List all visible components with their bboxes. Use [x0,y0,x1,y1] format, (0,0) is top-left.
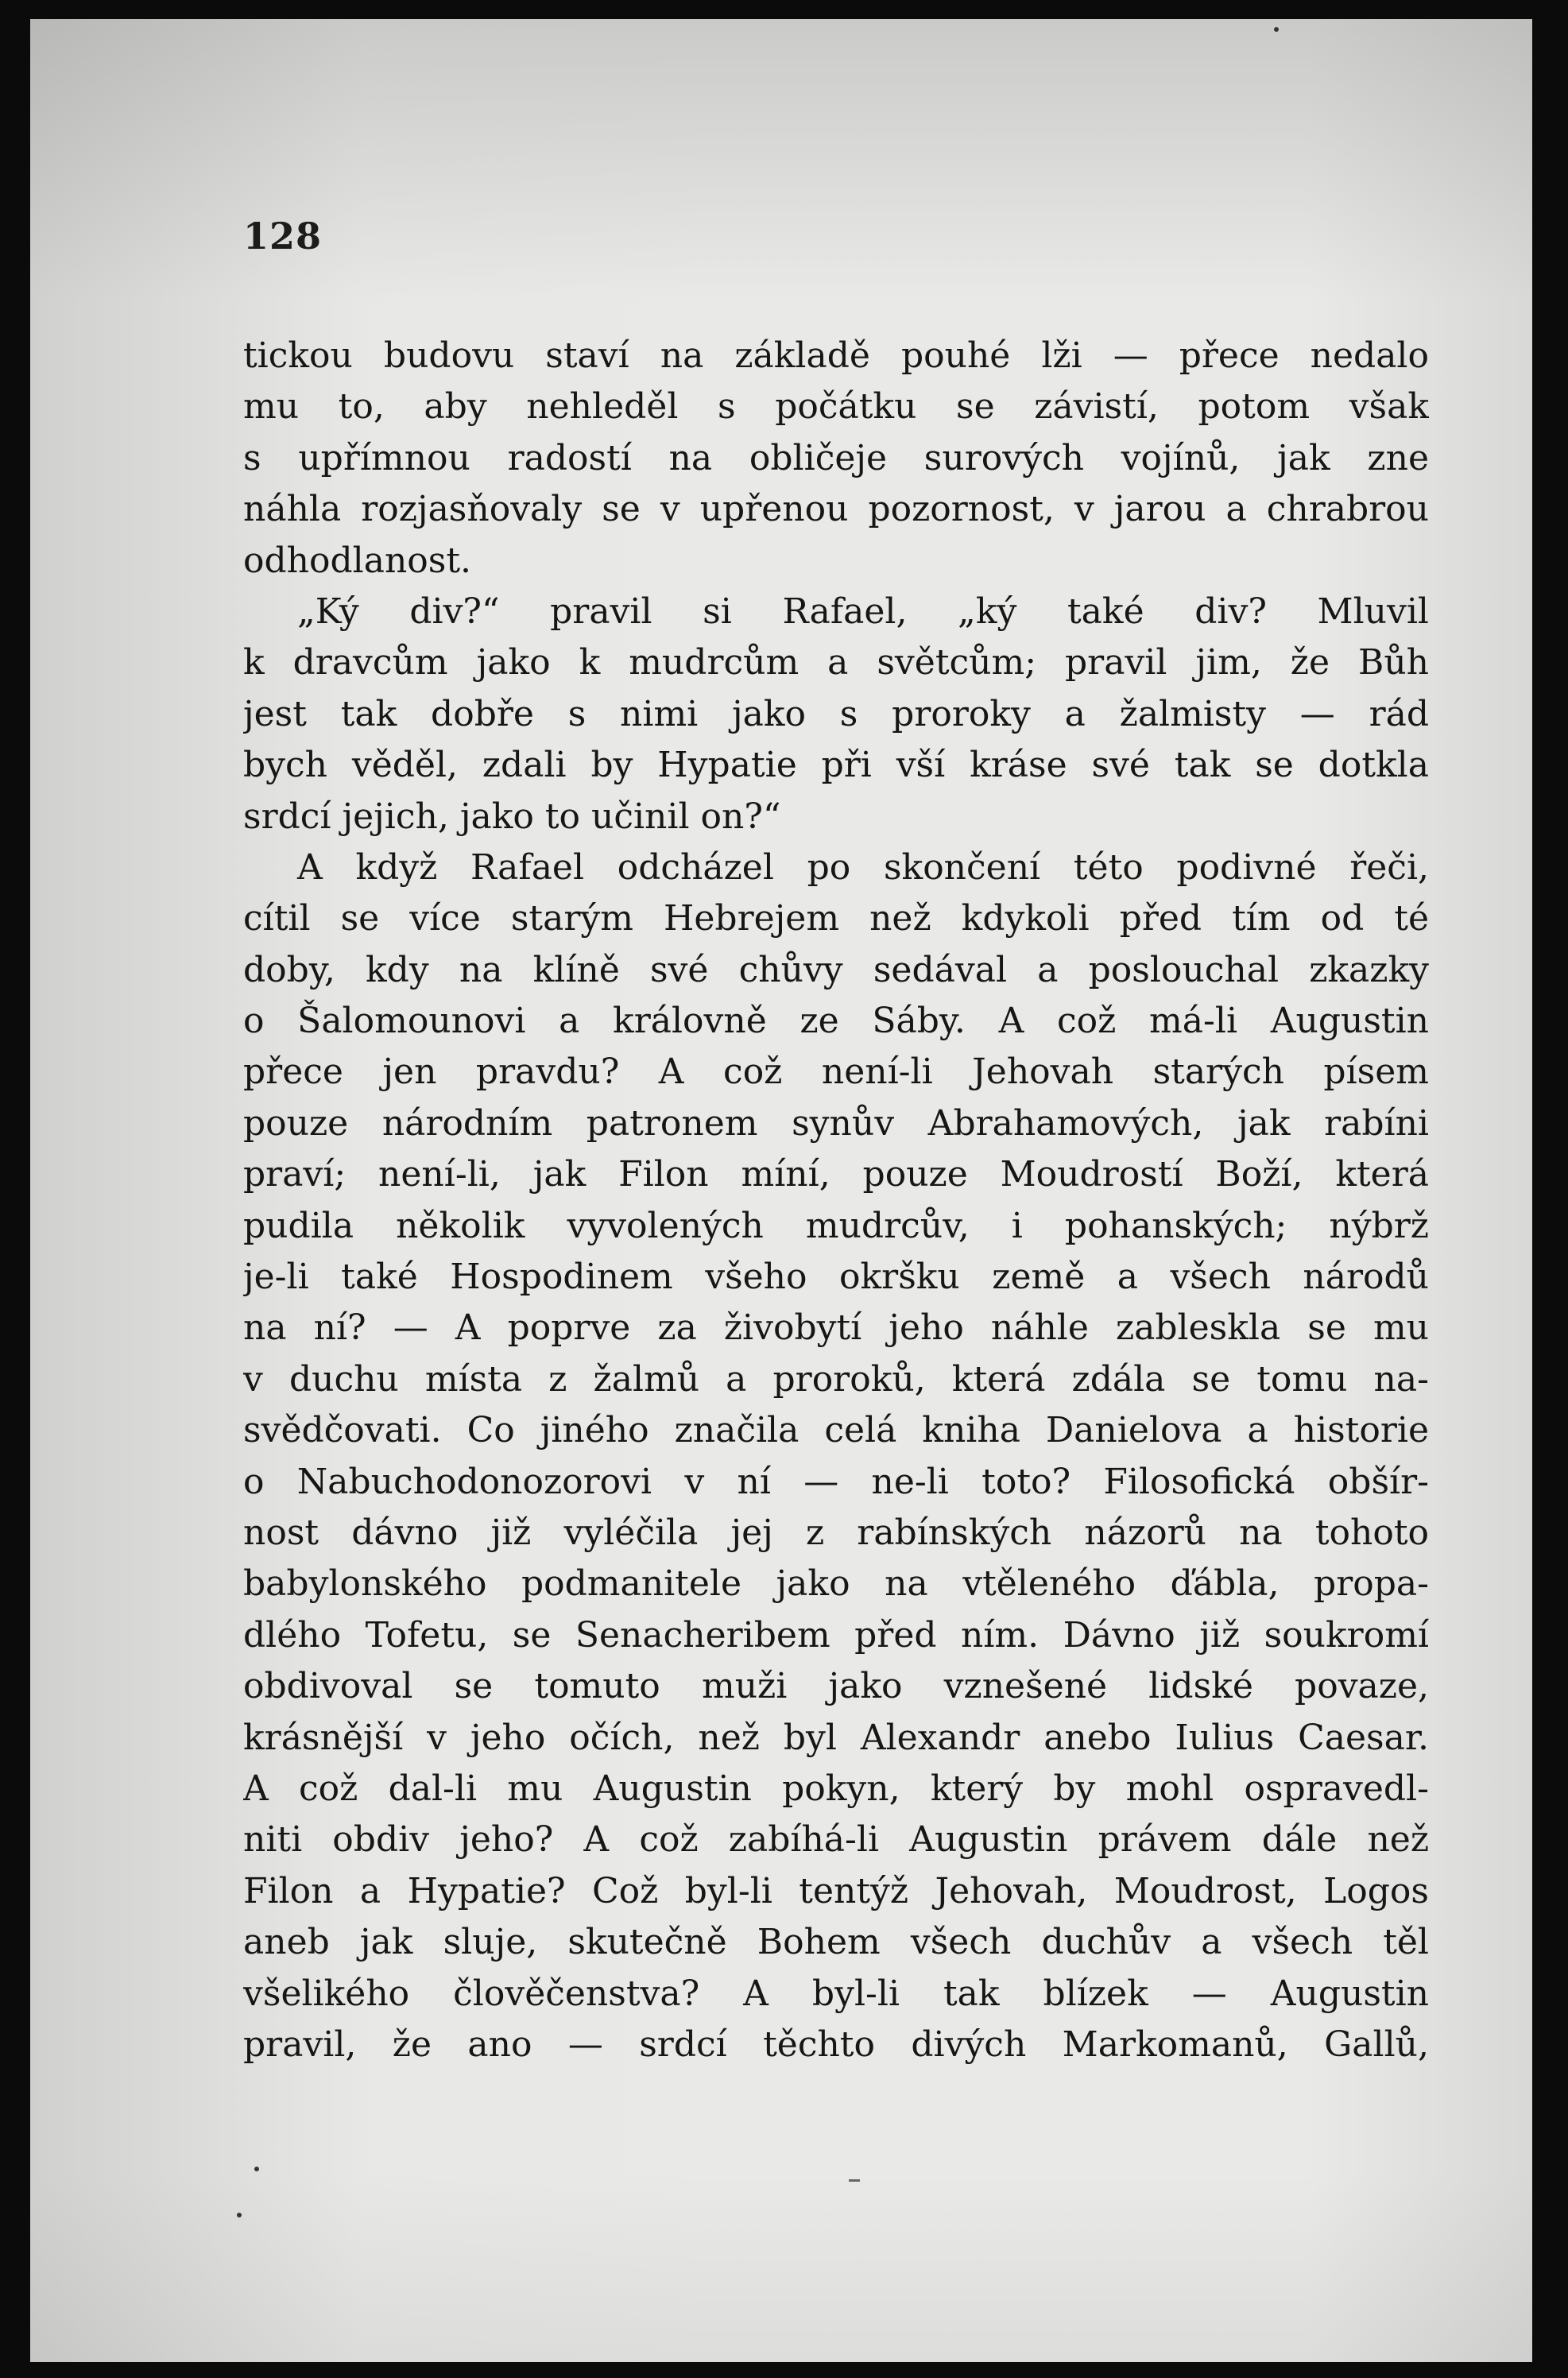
text-line: bych věděl, zdali by Hypatie při vší kráse své tak se dotkla [243,745,1429,786]
paper-speck [237,2213,242,2217]
text-line: A což dal-li mu Augustin pokyn, který by mohl ospravedl- [243,1768,1429,1809]
text-line: jest tak dobře s nimi jako s proroky a žalmisty — rád [243,693,1429,734]
text-line: v duchu místa z žalmů a proroků, která zdála se tomu na- [243,1358,1429,1400]
text-line: o Šalomounovi a královně ze Sáby. A což má-li Augustin [243,1001,1429,1042]
text-line: praví; není-li, jak Filon míní, pouze Moudrostí Boží, která [243,1154,1429,1195]
text-line: krásnější v jeho očích, než byl Alexandr anebo Iulius Caesar. [243,1717,1429,1758]
text-line: k dravcům jako k mudrcům a světcům; pravil jim, že Bůh [243,642,1429,684]
text-line: o Nabuchodonozorovi v ní — ne-li toto? Filosofická obšír- [243,1461,1429,1502]
text-line: tickou budovu staví na základě pouhé lži — přece nedalo [243,335,1429,376]
text-line: Filon a Hypatie? Což byl-li tentýž Jehovah, Moudrost, Logos [243,1870,1429,1911]
text-line: dlého Tofetu, se Senacheribem před ním. Dávno již soukromí [243,1614,1429,1656]
text-line: niti obdiv jeho? A což zabíhá-li Augustin právem dále než [243,1819,1429,1861]
text-line: „Ký div?“ pravil si Rafael, „ký také div? Mluvil [297,591,1429,632]
text-line: pudila několik vyvolených mudrcův, i pohanských; nýbrž [243,1205,1429,1246]
paper-speck [254,2167,259,2171]
text-line: pouze národním patronem synův Abrahamových, jak rabíni [243,1102,1429,1144]
text-line: je-li také Hospodinem všeho okršku země a všech národů [243,1257,1429,1298]
text-line: pravil, že ano — srdcí těchto divých Markomanů, Gallů, [243,2024,1429,2065]
text-line: odhodlanost. [243,540,472,581]
text-line: aneb jak sluje, skutečně Bohem všech duchův a všech těl [243,1922,1429,1963]
text-line: na ní? — A poprve za živobytí jeho náhle zableskla se mu [243,1307,1429,1349]
text-line: mu to, aby nehleděl s počátku se závistí, potom však [243,386,1429,428]
paper-mark [849,2179,860,2182]
text-line: s upřímnou radostí na obličeje surových vojínů, jak zne [243,437,1429,478]
text-line: srdcí jejich, jako to učinil on?“ [243,796,781,837]
paper-speck [1274,27,1279,32]
text-line: náhla rozjasňovaly se v upřenou pozornost, v jarou a chrabrou [243,489,1429,530]
text-line: cítil se více starým Hebrejem než kdykoli před tím od té [243,898,1429,939]
body-text [243,331,1429,2070]
text-line: všelikého člověčenstva? A byl-li tak blízek — Augustin [243,1973,1429,2014]
text-line: přece jen pravdu? A což není-li Jehovah starých písem [243,1052,1429,1093]
text-line: nost dávno již vyléčila jej z rabínských názorů na tohoto [243,1512,1429,1553]
text-line: A když Rafael odcházel po skončení této podivné řeči, [297,846,1429,888]
book-page [30,19,1532,2362]
text-line: svědčovati. Co jiného značila celá kniha Danielova a historie [243,1410,1429,1451]
page-number: 128 [243,215,323,258]
text-line: doby, kdy na klíně své chůvy sedával a poslouchal zkazky [243,949,1429,990]
text-line: babylonského podmanitele jako na vtěleného ďábla, propa- [243,1563,1429,1605]
text-line: obdivoval se tomuto muži jako vznešené lidské povaze, [243,1666,1429,1707]
